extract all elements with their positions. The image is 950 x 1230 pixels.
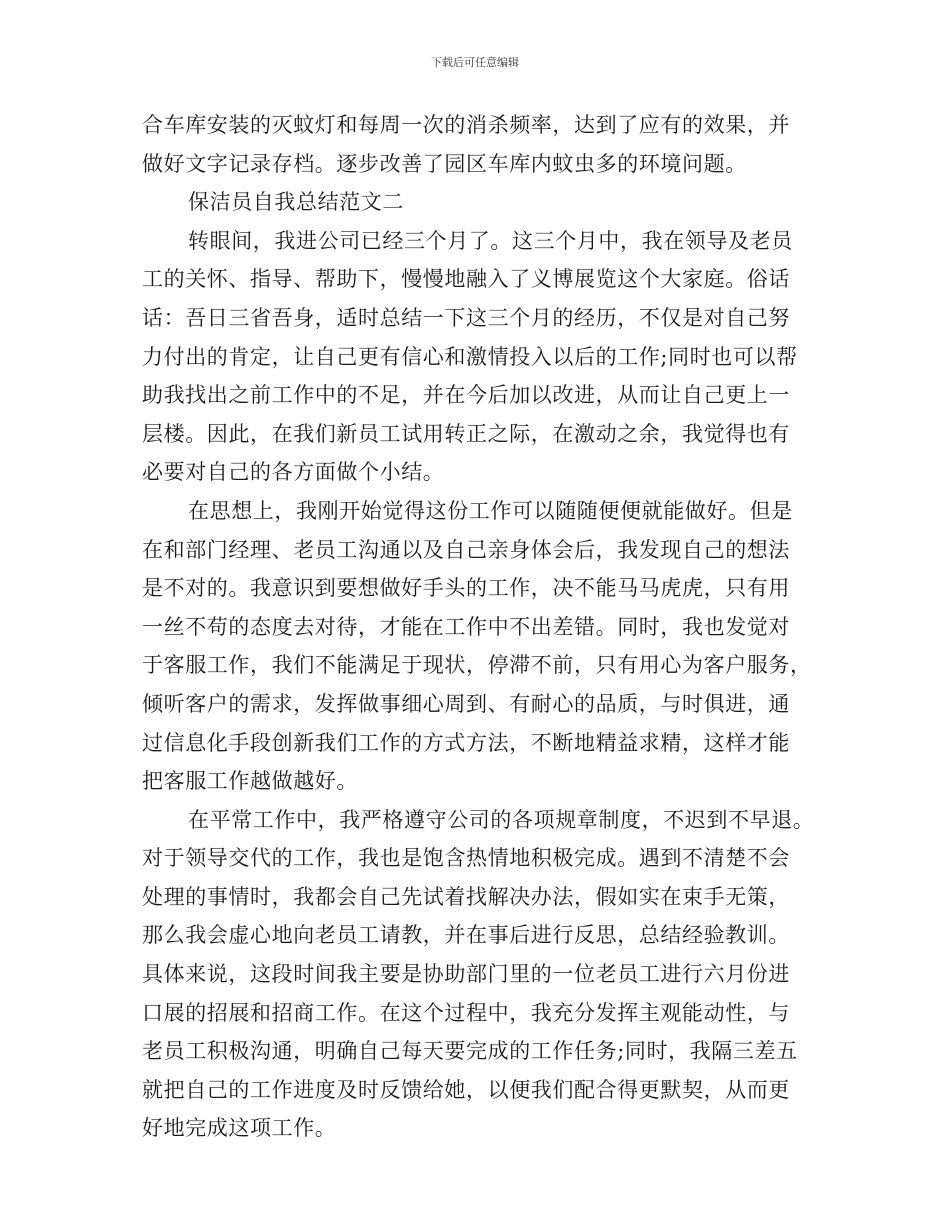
text-line: 那么我会虚心地向老员工请教，并在事后进行反思，总结经验教训。 bbox=[142, 923, 790, 948]
text-line: 助我找出之前工作中的不足，并在今后加以改进，从而让自己更上一 bbox=[142, 383, 790, 408]
text-line: 口展的招展和招商工作。在这个过程中，我充分发挥主观能动性，与 bbox=[142, 1000, 790, 1025]
text-line: 保洁员自我总结范文二 bbox=[188, 190, 404, 215]
text-line: 在思想上，我刚开始觉得这份工作可以随随便便就能做好。但是 bbox=[188, 498, 793, 523]
text-line: 于客服工作，我们不能满足于现状，停滞不前，只有用心为客户服务， bbox=[142, 653, 812, 678]
text-line: 在和部门经理、老员工沟通以及自己亲身体会后，我发现自己的想法 bbox=[142, 537, 790, 562]
text-line: 层楼。因此，在我们新员工试用转正之际，在激动之余，我觉得也有 bbox=[142, 421, 790, 446]
text-line: 老员工积极沟通，明确自己每天要完成的工作任务;同时，我隔三差五 bbox=[142, 1039, 798, 1064]
text-line: 合车库安装的灭蚊灯和每周一次的消杀频率，达到了应有的效果，并 bbox=[142, 113, 790, 137]
text-line: 倾听客户的需求，发挥做事细心周到、有耐心的品质，与时俱进，通 bbox=[142, 691, 790, 716]
text-line: 就把自己的工作进度及时反馈给她，以便我们配合得更默契，从而更 bbox=[142, 1077, 790, 1102]
text-line: 对于领导交代的工作，我也是饱含热情地积极完成。遇到不清楚不会 bbox=[142, 846, 790, 871]
text-line: 转眼间，我进公司已经三个月了。这三个月中，我在领导及老员 bbox=[188, 228, 793, 253]
text-line: 力付出的肯定，让自己更有信心和激情投入以后的工作;同时也可以帮 bbox=[142, 344, 798, 369]
text-line: 话：吾日三省吾身，适时总结一下这三个月的经历，不仅是对自己努 bbox=[142, 305, 790, 330]
text-line: 必要对自己的各方面做个小结。 bbox=[142, 460, 445, 485]
text-line: 处理的事情时，我都会自己先试着找解决办法，假如实在束手无策， bbox=[142, 884, 790, 909]
document-body bbox=[142, 106, 822, 1148]
text-line: 一丝不苟的态度去对待，才能在工作中不出差错。同时，我也发觉对 bbox=[142, 614, 790, 639]
text-line: 做好文字记录存档。逐步改善了园区车库内蚊虫多的环境问题。 bbox=[142, 151, 747, 176]
text-line: 工的关怀、指导、帮助下，慢慢地融入了义博展览这个大家庭。俗话 bbox=[142, 267, 790, 292]
text-line: 好地完成这项工作。 bbox=[142, 1116, 337, 1141]
text-line: 具体来说，这段时间我主要是协助部门里的一位老员工进行六月份进 bbox=[142, 962, 790, 987]
page-header-note: 下载后可任意编辑 bbox=[431, 56, 519, 69]
text-line: 是不对的。我意识到要想做好手头的工作，决不能马马虎虎，只有用 bbox=[142, 576, 790, 601]
text-line: 过信息化手段创新我们工作的方式方法，不断地精益求精，这样才能 bbox=[142, 730, 790, 755]
text-line: 把客服工作越做越好。 bbox=[142, 769, 358, 794]
text-line: 在平常工作中，我严格遵守公司的各项规章制度，不迟到不早退。 bbox=[188, 807, 815, 832]
